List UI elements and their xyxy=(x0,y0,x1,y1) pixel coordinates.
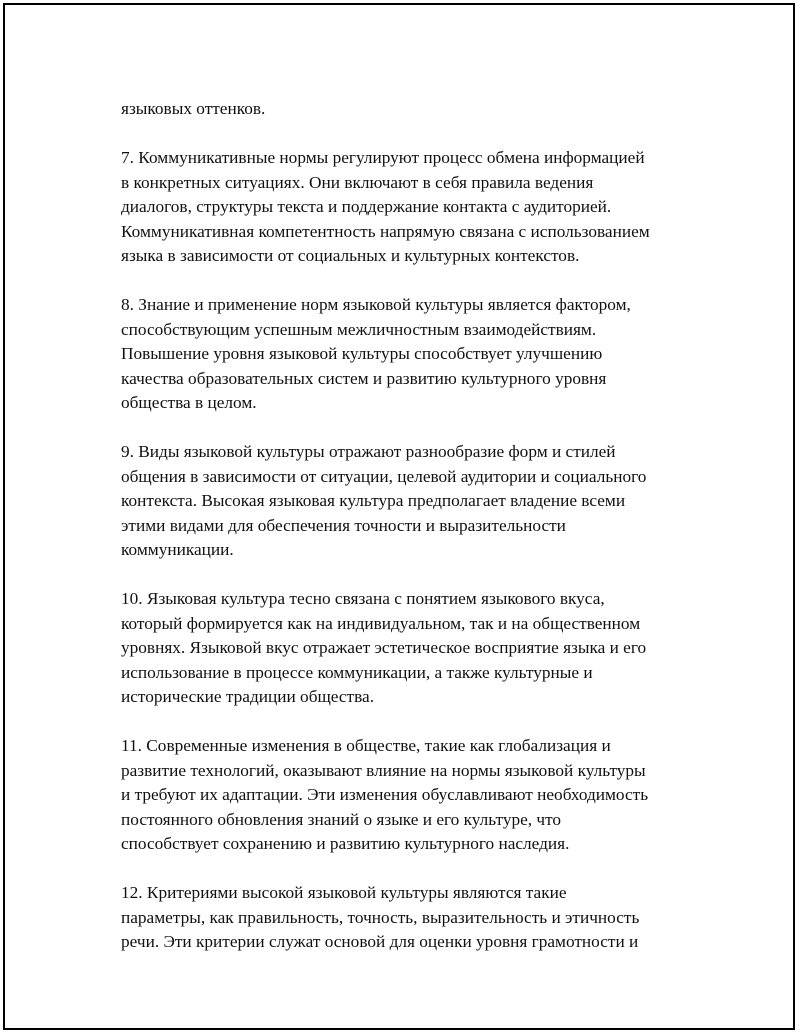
text-line: диалогов, структуры текста и поддержание контакта с аудиторией. xyxy=(121,197,612,216)
text-line: и требуют их адаптации. Эти изменения обуславливают необходимость xyxy=(121,785,649,804)
text-line: 10. Языковая культура тесно связана с понятием языкового вкуса, xyxy=(121,589,605,608)
text-line: речи. Эти критерии служат основой для оценки уровня грамотности и xyxy=(121,932,639,951)
text-line: 11. Современные изменения в обществе, такие как глобализация и xyxy=(121,736,611,755)
text-line: 8. Знание и применение норм языковой культуры является фактором, xyxy=(121,295,631,314)
paragraph-10 xyxy=(121,587,697,710)
text-line: качества образовательных систем и развитию культурного уровня xyxy=(121,368,607,388)
paragraph-8 xyxy=(121,293,697,416)
paragraph-12 xyxy=(121,881,697,955)
text-line: развитие технологий, оказывают влияние на нормы языковой культуры xyxy=(121,760,646,780)
document-page xyxy=(3,3,795,1030)
text-line: использование в процессе коммуникации, а также культурные и xyxy=(121,662,593,682)
paragraph-11 xyxy=(121,734,697,857)
text-line: Повышение уровня языковой культуры способствует улучшению xyxy=(121,344,603,363)
text-line: способствует сохранению и развитию культурного наследия. xyxy=(121,834,570,853)
text-line: общения в зависимости от ситуации, целевой аудитории и социального xyxy=(121,466,647,486)
text-line: 12. Критериями высокой языковой культуры являются такие xyxy=(121,883,567,902)
text-line: исторические традиции общества. xyxy=(121,687,375,706)
text-line: языка в зависимости от социальных и культурных контекстов. xyxy=(121,246,580,265)
text-line: параметры, как правильность, точность, выразительность и этичность xyxy=(121,907,640,927)
text-line: в конкретных ситуациях. Они включают в себя правила ведения xyxy=(121,172,594,192)
paragraph-continuation xyxy=(121,97,697,122)
text-line: Коммуникативная компетентность напрямую связана с использованием xyxy=(121,221,650,241)
text-line: контекста. Высокая языковая культура предполагает владение всеми xyxy=(121,491,626,510)
text-line: 7. Коммуникативные нормы регулируют процесс обмена информацией xyxy=(121,148,645,167)
text-line: уровнях. Языковой вкус отражает эстетическое восприятие языка и его xyxy=(121,638,647,657)
document-body xyxy=(121,97,697,979)
text-line: 9. Виды языковой культуры отражают разнообразие форм и стилей xyxy=(121,442,616,461)
text-line: коммуникации. xyxy=(121,540,234,559)
text-line: постоянного обновления знаний о языке и его культуре, что xyxy=(121,809,562,829)
text-line: языковых оттенков. xyxy=(121,99,266,118)
text-line: общества в целом. xyxy=(121,393,257,412)
text-line: способствующим успешным межличностным взаимодействиям. xyxy=(121,319,597,339)
paragraph-7 xyxy=(121,146,697,269)
text-line: который формируется как на индивидуальном, так и на общественном xyxy=(121,613,641,633)
text-line: этими видами для обеспечения точности и выразительности xyxy=(121,515,566,535)
paragraph-9 xyxy=(121,440,697,563)
